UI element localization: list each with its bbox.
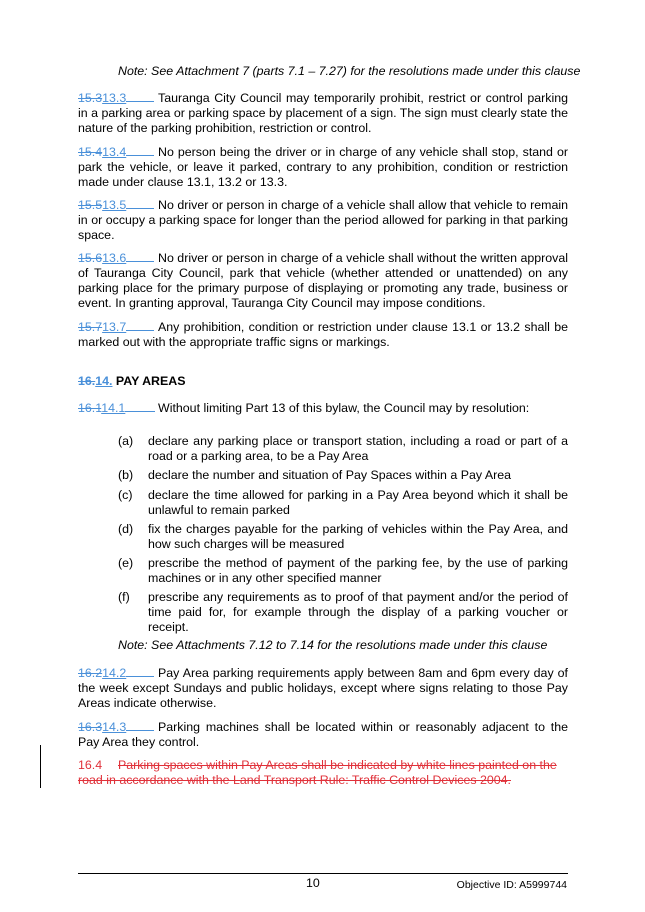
clause-13-5 — [78, 197, 568, 243]
page-number: 10 — [306, 876, 320, 890]
clause-number: 16.314.3 — [78, 719, 158, 735]
attachment-note: Note: See Attachments 7.12 to 7.14 for the resolutions made under this clause — [118, 638, 548, 652]
clause-number: 15.413.4 — [78, 144, 158, 160]
clause-text: Without limiting Part 13 of this bylaw, the Council may by resolution: — [158, 401, 530, 415]
footer-divider — [78, 873, 568, 874]
clause-14-1 — [78, 400, 568, 416]
clause-14-2 — [78, 665, 568, 711]
list-item: (e) prescribe the method of payment of the parking fee, by the use of parking machines or in any other specified manner — [118, 556, 568, 585]
clause-text: No driver or person in charge of a vehicle shall allow that vehicle to remain in or occupy a parking space for longer than the period allowed for parking in that parking space. — [78, 198, 568, 242]
section-heading: 16.14. PAY AREAS — [78, 374, 186, 388]
list-item: (d) fix the charges payable for the parking of vehicles within the Pay Area, and how such charges will be measured — [118, 522, 568, 551]
clause-text: Parking machines shall be located within or reasonably adjacent to the Pay Area they control. — [78, 720, 568, 749]
clause-13-3 — [78, 90, 568, 136]
clause-number: 16.214.2 — [78, 665, 158, 681]
clause-13-7 — [78, 319, 568, 350]
list-item: (a) declare any parking place or transport station, including a road or part of a road or a parking area, to be a Pay Area — [118, 434, 568, 463]
attachment-note: Note: See Attachment 7 (parts 7.1 – 7.27) for the resolutions made under this clause — [118, 64, 581, 78]
clause-number: 15.713.7 — [78, 319, 158, 335]
objective-id: Objective ID: A5999744 — [456, 879, 567, 891]
clause-13-6 — [78, 250, 568, 311]
clause-number: 15.513.5 — [78, 197, 158, 213]
clause-13-4 — [78, 144, 568, 190]
clause-number: 16.114.1 — [78, 400, 158, 416]
clause-number: 15.313.3 — [78, 90, 158, 106]
list-item: (c) declare the time allowed for parking in a Pay Area beyond which it shall be unlawful to remain parked — [118, 488, 568, 517]
list-item: (f) prescribe any requirements as to proof of that payment and/or the period of time paid for, for example through the display of a parking voucher or receipt. — [118, 590, 568, 634]
list-item: (b) declare the number and situation of Pay Spaces within a Pay Area — [118, 468, 511, 482]
clause-text: Any prohibition, condition or restriction under clause 13.1 or 13.2 shall be marked out with the appropriate traffic signs or markings. — [78, 320, 568, 349]
clause-text: No person being the driver or in charge of any vehicle shall stop, stand or park the vehicle, or leave it parked, contrary to any prohibition, condition or restriction made under clause 13.1, 13.2 or 13.3. — [78, 145, 568, 189]
clause-text: Pay Area parking requirements apply between 8am and 6pm every day of the week except Sundays and public holidays, except where signs relating to those Pay Areas indicate otherwise. — [78, 666, 568, 710]
clause-number: 15.613.6 — [78, 250, 158, 266]
deleted-clause-16-4: 16.4 Parking spaces within Pay Areas shall be indicated by white lines painted on the road in accordance with the Land Transport Rule: Traffic Control Devices 2004. — [78, 758, 557, 787]
clause-text: Tauranga City Council may temporarily prohibit, restrict or control parking in a parking area or parking space by placement of a sign. The sign must clearly state the nature of the parking prohibition, restriction or control. — [78, 91, 568, 135]
clause-14-3 — [78, 719, 568, 750]
change-bar — [40, 745, 41, 788]
clause-text: No driver or person in charge of a vehicle shall without the written approval of Tauranga City Council, park that vehicle (whether attended or unattended) on any parking place for the primary purpose of displaying or promoting any trade, business or event. In granting approval, Tauranga City Council may impose conditions. — [78, 251, 568, 310]
